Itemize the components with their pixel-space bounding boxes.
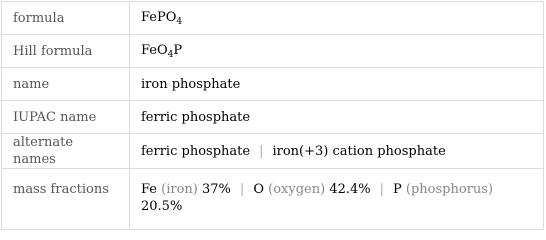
row-alternate-names [2, 134, 544, 169]
formula-main: FePO [141, 9, 177, 25]
formula-label: formula [2, 2, 130, 35]
alternate-name-1: ferric phosphate [141, 143, 251, 159]
separator: | [259, 143, 264, 159]
separator: | [379, 182, 385, 197]
iupac-name-value: ferric phosphate [130, 101, 544, 134]
hill-formula-subscript: 4 [167, 49, 174, 60]
formula-subscript: 4 [176, 16, 183, 27]
fraction-fe-symbol: Fe [141, 182, 158, 197]
fraction-o-element: (oxygen) [268, 182, 326, 197]
name-value: iron phosphate [130, 68, 544, 101]
formula-value [130, 2, 544, 35]
fraction-p-symbol: P [393, 182, 402, 197]
alternate-names-label: alternate names [2, 134, 130, 169]
hill-formula-value [130, 35, 544, 68]
hill-formula-main: FeO [141, 42, 168, 58]
row-hill-formula [2, 35, 544, 68]
row-formula [2, 2, 544, 35]
mass-fractions-label: mass fractions [2, 169, 130, 230]
hill-formula-tail: P [173, 42, 183, 58]
separator: | [239, 182, 245, 197]
fraction-o-percent: 42.4% [329, 182, 371, 197]
row-iupac-name [2, 101, 544, 134]
row-mass-fractions [2, 169, 544, 230]
alternate-names-value [130, 134, 544, 169]
fraction-p-element: (phosphorus) [405, 182, 494, 197]
alternate-name-2: iron(+3) cation phosphate [272, 143, 446, 159]
fraction-p-percent: 20.5% [141, 199, 183, 214]
row-name [2, 68, 544, 101]
fraction-fe-element: (iron) [161, 182, 198, 197]
fraction-fe-percent: 37% [202, 182, 231, 197]
mass-fractions-value [130, 169, 544, 230]
iupac-name-label: IUPAC name [2, 101, 130, 134]
properties-table [1, 1, 544, 230]
hill-formula-label: Hill formula [2, 35, 130, 68]
fraction-o-symbol: O [253, 182, 264, 197]
name-label: name [2, 68, 130, 101]
